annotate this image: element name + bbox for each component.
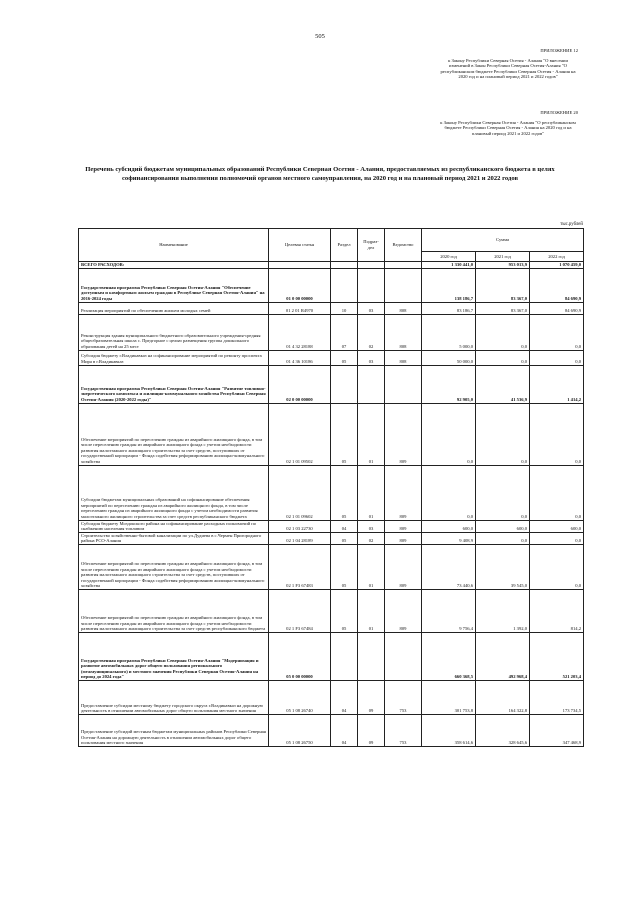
row-subsection: 02 [358, 314, 385, 350]
row-value-2021: 0,0 [476, 350, 530, 365]
row-name: Обеспечение мероприятий по переселению граждан из аварийного жилищного фонда, в том числе переселению граждан из аварийного жилищного фонда с учетом необходимости развития малоэтажного жилищного строительства за счет средств, поступивших от государственной корпорации - Фонда содействия реформированию жилищно-коммунального хозяйства [79, 403, 269, 465]
row-name: Предоставление субсидии местному бюджету городского округа г.Владикавказ на дорожную деятельность в отношении автомобильных дорог общего пользования местного значения [79, 680, 269, 714]
row-name: Реконструкция здания муниципального бюджетного образовательного учреждения-средняя общеобразовательная школа с. Предгорное с целью размещения группы дошкольного образования детей на 25 мест [79, 314, 269, 350]
row-department: 753 [385, 680, 422, 714]
row-target-code: 01 4 36 10186 [269, 350, 331, 365]
row-department: 808 [385, 302, 422, 314]
units-label: тыс.рублей [560, 222, 583, 227]
row-section: 04 [331, 680, 358, 714]
table-row [79, 632, 584, 680]
row-section: 04 [331, 714, 358, 746]
row-department [385, 365, 422, 403]
table-row [79, 403, 584, 465]
row-department [385, 268, 422, 302]
row-name: Обеспечение мероприятий по переселению граждан из аварийного жилищного фонда, в том числе переселению граждан из аварийного жилищного фонда с учетом необходимости развития малоэтажного жилищного строительства за счет средств, поступивших от государственной корпорации - Фонда содействия реформированию жилищно-коммунального хозяйства [79, 544, 269, 589]
row-value-2020: 0,0 [422, 403, 476, 465]
row-department: 809 [385, 465, 422, 520]
row-section: 05 [331, 532, 358, 544]
row-value-2022: 84 690,9 [530, 268, 584, 302]
table-row [79, 314, 584, 350]
row-target-code: 02 1 04 28189 [269, 532, 331, 544]
row-value-2022: 814,2 [530, 589, 584, 632]
row-target-code: 02 1 01 09502 [269, 403, 331, 465]
header-target: Целевая статья [269, 229, 331, 262]
row-department: 809 [385, 532, 422, 544]
row-value-2020: 1 330 441,0 [422, 262, 476, 269]
table-row [79, 520, 584, 532]
row-department [385, 632, 422, 680]
row-value-2022: 0,0 [530, 403, 584, 465]
row-value-2020: 358 614,6 [422, 714, 476, 746]
row-target-code: 02 1 F3 67483 [269, 544, 331, 589]
row-name: Субсидия бюджету г.Владикавказ на софинансирование мероприятий по ремонту проспекта Мира в г.Владикавказ [79, 350, 269, 365]
row-subsection: 01 [358, 465, 385, 520]
header-section: Раздел [331, 229, 358, 262]
table-row [79, 302, 584, 314]
row-subsection: 03 [358, 302, 385, 314]
row-name: Реализация мероприятий по обеспечению жильем молодых семей [79, 302, 269, 314]
appendix-20-text: к Закону Республики Северная Осетия - Алания "О республиканском бюджете Республики Северная Осетия - Алания на 2020 год и на плановый период 2021 и 2022 годов" [440, 119, 576, 136]
row-value-2021: 0,0 [476, 403, 530, 465]
row-value-2020: 660 368,5 [422, 632, 476, 680]
row-value-2021: 953 013,9 [476, 262, 530, 269]
row-value-2022: 0,0 [530, 314, 584, 350]
row-name: Субсидия бюджету Моздокского района на софинансирование расходных полномочий по снабжению населения топливом [79, 520, 269, 532]
row-value-2021: 0,0 [476, 465, 530, 520]
appendix-12-block [438, 48, 578, 80]
row-section: 10 [331, 302, 358, 314]
document-title: Перечень субсидий бюджетам муниципальных образований Республики Северная Осетия - Алания, предоставляемых из республиканского бюджета в целях софинансирования выполнения полномочий органов местного самоуправления, на 2020 год и на плановый период 2021 и 2022 годов [85, 166, 555, 182]
row-name: Обеспечение мероприятий по переселению граждан из аварийного жилищного фонда, в том числе переселению граждан из аварийного жилищного фонда с учетом необходимости развития малоэтажного жилищного строительства за счет средств республиканского бюджета [79, 589, 269, 632]
header-name: Наименование [79, 229, 269, 262]
row-name: Строительство хозяйственно-бытовой канализации по ул.Дудиева в с.Чермен Пригородного района РСО-Алания [79, 532, 269, 544]
row-value-2020: 73 440,6 [422, 544, 476, 589]
appendix-12-text: к Закону Республики Северная Осетия - Алания "О внесении изменений в Закон Республики Северная Осетия-Алания "О республиканском бюджете Республики Северная Осетия - Алания на 2020 год и на плановый период 2021 и 2022 годов" [440, 57, 576, 79]
row-value-2020: 5 000,0 [422, 314, 476, 350]
row-value-2020: 600,0 [422, 520, 476, 532]
header-sum: Сумма [422, 229, 584, 252]
row-value-2020: 138 186,7 [422, 268, 476, 302]
row-value-2022: 600,0 [530, 520, 584, 532]
table-row [79, 268, 584, 302]
table-row [79, 262, 584, 269]
appendix-12-title: ПРИЛОЖЕНИЕ 12 [540, 48, 578, 53]
row-section: 05 [331, 465, 358, 520]
row-subsection: 09 [358, 680, 385, 714]
row-target-code: 05 1 08 26750 [269, 714, 331, 746]
table-row [79, 544, 584, 589]
row-target-code: 01 2 01 R4970 [269, 302, 331, 314]
row-subsection: 02 [358, 532, 385, 544]
row-subsection: 03 [358, 520, 385, 532]
row-subsection: 01 [358, 589, 385, 632]
row-name: Государственная программа Республики Северная Осетия-Алания "Модернизация и развитие автомобильных дорог общего пользования регионального (межмуниципального) и местного значения Республики Северная Осетия-Алания на период до 2024 года" [79, 632, 269, 680]
row-value-2022: 0,0 [530, 544, 584, 589]
row-section: 05 [331, 403, 358, 465]
row-value-2021: 0,0 [476, 532, 530, 544]
row-target-code: 05 1 08 26740 [269, 680, 331, 714]
row-value-2021: 492 968,4 [476, 632, 530, 680]
row-subsection: 09 [358, 714, 385, 746]
row-subsection: 01 [358, 544, 385, 589]
row-value-2020: 9 756,4 [422, 589, 476, 632]
table-row [79, 714, 584, 746]
row-value-2022: 347 468,9 [530, 714, 584, 746]
row-value-2021: 164 322,8 [476, 680, 530, 714]
row-department: 808 [385, 314, 422, 350]
row-section: 04 [331, 520, 358, 532]
row-target-code: 01 0 00 00000 [269, 268, 331, 302]
row-value-2020: 83 186,7 [422, 302, 476, 314]
row-section [331, 268, 358, 302]
row-value-2020: 301 753,8 [422, 680, 476, 714]
row-subsection: 03 [358, 350, 385, 365]
row-value-2022: 0,0 [530, 532, 584, 544]
row-department: 809 [385, 520, 422, 532]
row-section [331, 365, 358, 403]
row-value-2021: 39 545,0 [476, 544, 530, 589]
row-subsection [358, 262, 385, 269]
page-number: 505 [315, 33, 325, 40]
row-department: 809 [385, 589, 422, 632]
row-section: 07 [331, 314, 358, 350]
row-name: Государственная программа Республики Северная Осетия-Алания "Обеспечение доступным и комфортным жильем граждан в Республике Северная Осетия-Алания" на 2016-2024 годы [79, 268, 269, 302]
row-value-2020: 50 000,0 [422, 350, 476, 365]
row-name: Государственная программа Республики Северная Осетия-Алания "Развитие топливно-энергетического комплекса и жилищно-коммунального хозяйства Республики Северная Осетия-Алания (2020-2022 годы)" [79, 365, 269, 403]
table-row [79, 465, 584, 520]
row-section: 05 [331, 350, 358, 365]
header-2022: 2022 год [530, 252, 584, 262]
row-subsection [358, 365, 385, 403]
row-target-code: 02 1 03 22730 [269, 520, 331, 532]
row-department: 808 [385, 350, 422, 365]
row-value-2022: 0,0 [530, 350, 584, 365]
row-section: 05 [331, 544, 358, 589]
row-target-code: 02 1 F3 67484 [269, 589, 331, 632]
row-target-code: 02 1 01 09602 [269, 465, 331, 520]
row-target-code: 05 0 00 00000 [269, 632, 331, 680]
table-row [79, 365, 584, 403]
row-subsection: 01 [358, 403, 385, 465]
row-value-2021: 83 367,0 [476, 302, 530, 314]
row-section [331, 632, 358, 680]
header-2020: 2020 год [422, 252, 476, 262]
row-value-2022: 84 690,9 [530, 302, 584, 314]
row-subsection [358, 268, 385, 302]
table-row [79, 350, 584, 365]
row-department: 753 [385, 714, 422, 746]
row-value-2022: 0,0 [530, 465, 584, 520]
row-target-code: 02 0 00 00000 [269, 365, 331, 403]
row-value-2022: 521 203,4 [530, 632, 584, 680]
row-target-code [269, 262, 331, 269]
row-value-2021: 41 536,9 [476, 365, 530, 403]
table-row [79, 532, 584, 544]
row-department: 809 [385, 403, 422, 465]
row-value-2022: 173 734,5 [530, 680, 584, 714]
row-value-2020: 92 905,0 [422, 365, 476, 403]
subsidy-table [78, 228, 584, 747]
row-value-2020: 9 408,9 [422, 532, 476, 544]
row-name: Субсидии бюджетам муниципальных образований на софинансирование обеспечения мероприятий по переселению граждан из аварийного жилищного фонда, в том числе переселению граждан из аварийного жилищного фонда с учетом необходимости развития малоэтажного жилищного строительства за счет средств республиканского бюджета [79, 465, 269, 520]
row-name: Предоставление субсидий местным бюджетам муниципальных районов Республики Северная Осетия-Алания на дорожную деятельность в отношении автомобильных дорог общего пользования местного значения [79, 714, 269, 746]
row-section: 05 [331, 589, 358, 632]
row-subsection [358, 632, 385, 680]
appendix-20-title: ПРИЛОЖЕНИЕ 20 [540, 110, 578, 115]
row-department [385, 262, 422, 269]
row-target-code: 01 4 32 28188 [269, 314, 331, 350]
row-department: 809 [385, 544, 422, 589]
row-value-2021: 1 392,0 [476, 589, 530, 632]
row-value-2022: 1 414,2 [530, 365, 584, 403]
row-section [331, 262, 358, 269]
row-value-2020: 0,0 [422, 465, 476, 520]
row-value-2021: 83 367,0 [476, 268, 530, 302]
row-value-2021: 600,0 [476, 520, 530, 532]
header-subsection: Подраз- дел [358, 229, 385, 262]
row-value-2022: 1 070 459,0 [530, 262, 584, 269]
row-name: ВСЕГО РАСХОДОВ: [79, 262, 269, 269]
table-row [79, 589, 584, 632]
header-department: Ведомство [385, 229, 422, 262]
table-row [79, 680, 584, 714]
row-value-2021: 0,0 [476, 314, 530, 350]
appendix-20-block [438, 110, 578, 136]
row-value-2021: 328 645,6 [476, 714, 530, 746]
header-2021: 2021 год [476, 252, 530, 262]
